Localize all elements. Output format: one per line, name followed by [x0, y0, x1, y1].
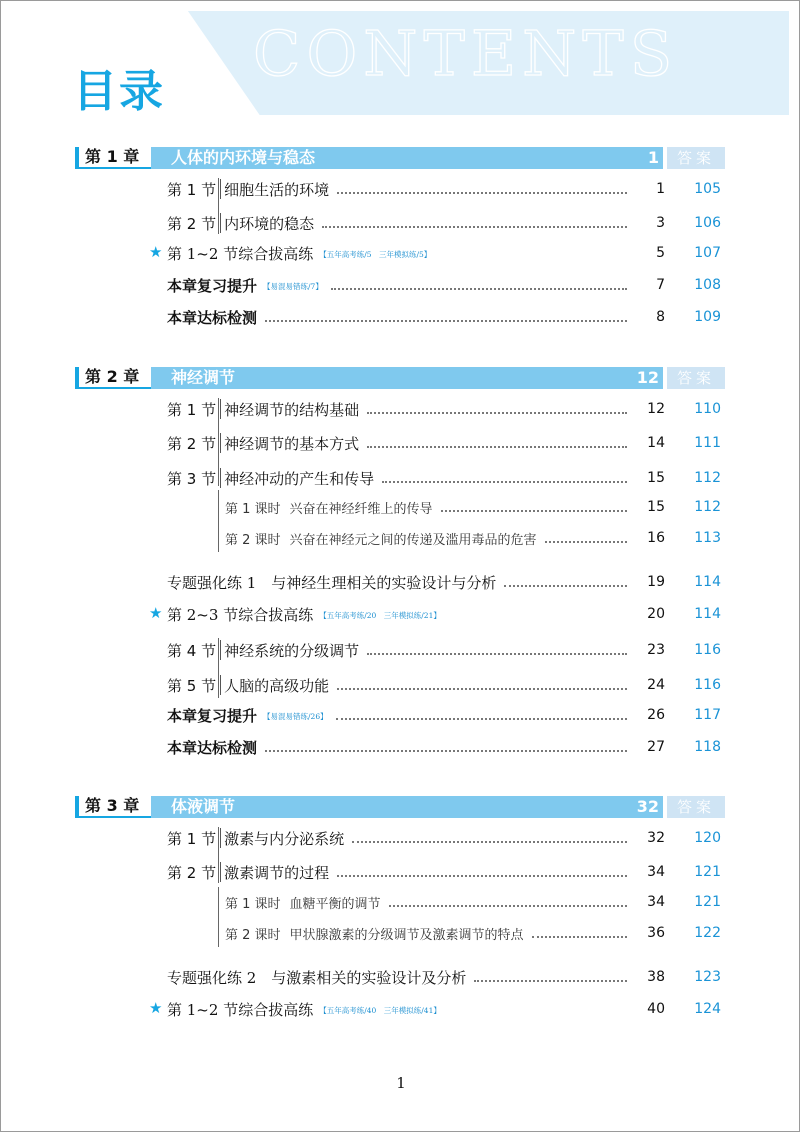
page-number: 12: [647, 401, 665, 417]
chapter-page: 32: [636, 797, 659, 816]
toc-entry[interactable]: 本章复习提升 【易混易错练/7】 7 108: [167, 276, 721, 295]
page-number: 14: [647, 435, 665, 451]
toc-entry[interactable]: 第 4 节 神经系统的分级调节 23 116: [167, 641, 721, 660]
leader-dots: [331, 288, 627, 290]
leader-dots: [389, 905, 627, 907]
answer-page: 121: [694, 864, 721, 880]
leader-dots: [265, 750, 627, 752]
toc-entry[interactable]: 本章复习提升 【易混易错练/26】 26 117: [167, 706, 721, 725]
page-number: 24: [647, 677, 665, 693]
answer-page: 121: [694, 894, 721, 910]
page-number: 34: [647, 894, 665, 910]
toc-entry[interactable]: 第 1 节 细胞生活的环境 1 105: [167, 180, 721, 199]
page-number: 16: [647, 530, 665, 546]
page-number: 15: [647, 470, 665, 486]
toc-entry[interactable]: 本章达标检测 8 109: [167, 308, 721, 327]
leader-dots: [337, 875, 627, 877]
leader-dots: [367, 412, 627, 414]
answer-page: 117: [694, 707, 721, 723]
toc-subentry[interactable]: 第 2 课时 甲状腺激素的分级调节及激素调节的特点 36 122: [225, 925, 721, 943]
answer-page: 105: [694, 181, 721, 197]
leader-dots: [367, 653, 627, 655]
answer-page: 114: [694, 606, 721, 622]
toc-entry[interactable]: 第 2 节 激素调节的过程 34 121: [167, 863, 721, 882]
entry-note: 【易混易错练/26】: [263, 711, 328, 721]
answer-page: 108: [694, 277, 721, 293]
toc-entry[interactable]: 第 2 节 内环境的稳态 3 106: [167, 214, 721, 233]
leader-dots: [336, 718, 627, 720]
leader-dots: [545, 541, 627, 543]
page-number: 8: [656, 309, 665, 325]
star-icon: ★: [149, 243, 163, 261]
chapter-2-header[interactable]: [75, 367, 725, 389]
leader-dots: [439, 256, 627, 258]
answer-page: 114: [694, 574, 721, 590]
page-number: 7: [656, 277, 665, 293]
answer-page: 112: [694, 470, 721, 486]
page-title: 目录: [73, 66, 165, 117]
leader-dots: [367, 446, 627, 448]
chapter-title: 体液调节: [171, 797, 236, 816]
leader-dots: [532, 936, 627, 938]
toc-subentry[interactable]: 第 1 课时 兴奋在神经纤维上的传导 15 112: [225, 499, 721, 517]
toc-entry[interactable]: 第 1 节 激素与内分泌系统 32 120: [167, 829, 721, 848]
chapter-title: 神经调节: [171, 368, 236, 387]
leader-dots: [474, 980, 627, 982]
leader-dots: [352, 841, 627, 843]
answer-page: 116: [694, 642, 721, 658]
entry-note: 【易混易错练/7】: [263, 281, 323, 291]
page-number: 40: [647, 1001, 665, 1017]
leader-dots: [504, 585, 627, 587]
page-number: 27: [647, 739, 665, 755]
answer-label: 答案: [667, 147, 725, 169]
chapter-label: 第 2 章: [75, 367, 151, 389]
footer-page-number: 1: [396, 1074, 406, 1092]
chapter-page: 1: [647, 148, 659, 167]
leader-dots: [449, 617, 627, 619]
chapter-label: 第 1 章: [75, 147, 151, 169]
page-number: 32: [647, 830, 665, 846]
leader-dots: [322, 226, 627, 228]
page-number: 23: [647, 642, 665, 658]
leader-dots: [265, 320, 627, 322]
chapter-1-header[interactable]: [75, 147, 725, 169]
toc-entry[interactable]: 专题强化练 1 与神经生理相关的实验设计与分析 19 114: [167, 573, 721, 592]
answer-page: 113: [694, 530, 721, 546]
answer-label: 答案: [667, 796, 725, 818]
answer-page: 120: [694, 830, 721, 846]
answer-page: 109: [694, 309, 721, 325]
answer-page: 112: [694, 499, 721, 515]
page-number: 1: [656, 181, 665, 197]
answer-page: 122: [694, 925, 721, 941]
chapter-title: 人体的内环境与稳态: [171, 148, 316, 167]
entry-note: 【五年高考练/40 三年模拟练/41】: [319, 1005, 441, 1015]
leader-dots: [382, 481, 627, 483]
toc-entry[interactable]: ★ 第 1~2 节综合拔高练 【五年高考练/40 三年模拟练/41】 40 124: [149, 999, 721, 1019]
page-number: 26: [647, 707, 665, 723]
page-number: 3: [656, 215, 665, 231]
answer-page: 123: [694, 969, 721, 985]
entry-note: 【五年高考练/5 三年模拟练/5】: [319, 249, 432, 259]
toc-entry[interactable]: 第 1 节 神经调节的结构基础 12 110: [167, 400, 721, 419]
page-number: 20: [647, 606, 665, 622]
toc-subentry[interactable]: 第 2 课时 兴奋在神经元之间的传递及滥用毒品的危害 16 113: [225, 530, 721, 548]
toc-entry[interactable]: 第 2 节 神经调节的基本方式 14 111: [167, 434, 721, 453]
star-icon: ★: [149, 604, 163, 622]
leader-dots: [441, 510, 627, 512]
toc-entry[interactable]: 第 3 节 神经冲动的产生和传导 15 112: [167, 469, 721, 488]
toc-entry[interactable]: 专题强化练 2 与激素相关的实验设计及分析 38 123: [167, 968, 721, 987]
contents-watermark: CONTENTS: [253, 17, 679, 90]
chapter-label: 第 3 章: [75, 796, 151, 818]
toc-entry[interactable]: 第 5 节 人脑的高级功能 24 116: [167, 676, 721, 695]
answer-page: 107: [694, 245, 721, 261]
answer-page: 118: [694, 739, 721, 755]
toc-subentry[interactable]: 第 1 课时 血糖平衡的调节 34 121: [225, 894, 721, 912]
page-number: 36: [647, 925, 665, 941]
answer-page: 106: [694, 215, 721, 231]
page-number: 5: [656, 245, 665, 261]
page-number: 38: [647, 969, 665, 985]
answer-page: 111: [694, 435, 721, 451]
page-number: 19: [647, 574, 665, 590]
answer-label: 答案: [667, 367, 725, 389]
answer-page: 110: [694, 401, 721, 417]
toc-entry[interactable]: 本章达标检测 27 118: [167, 738, 721, 757]
chapter-page: 12: [636, 368, 659, 387]
page-number: 15: [647, 499, 665, 515]
entry-note: 【五年高考练/20 三年模拟练/21】: [319, 610, 441, 620]
chapter-3-header[interactable]: [75, 796, 725, 818]
page-number: 34: [647, 864, 665, 880]
star-icon: ★: [149, 999, 163, 1017]
leader-dots: [337, 192, 627, 194]
leader-dots: [449, 1012, 627, 1014]
toc-entry[interactable]: ★ 第 2~3 节综合拔高练 【五年高考练/20 三年模拟练/21】 20 114: [149, 604, 721, 624]
toc-entry[interactable]: ★ 第 1~2 节综合拔高练 【五年高考练/5 三年模拟练/5】 5 107: [149, 243, 721, 263]
leader-dots: [337, 688, 627, 690]
answer-page: 116: [694, 677, 721, 693]
answer-page: 124: [694, 1001, 721, 1017]
header-banner: [1, 1, 800, 117]
